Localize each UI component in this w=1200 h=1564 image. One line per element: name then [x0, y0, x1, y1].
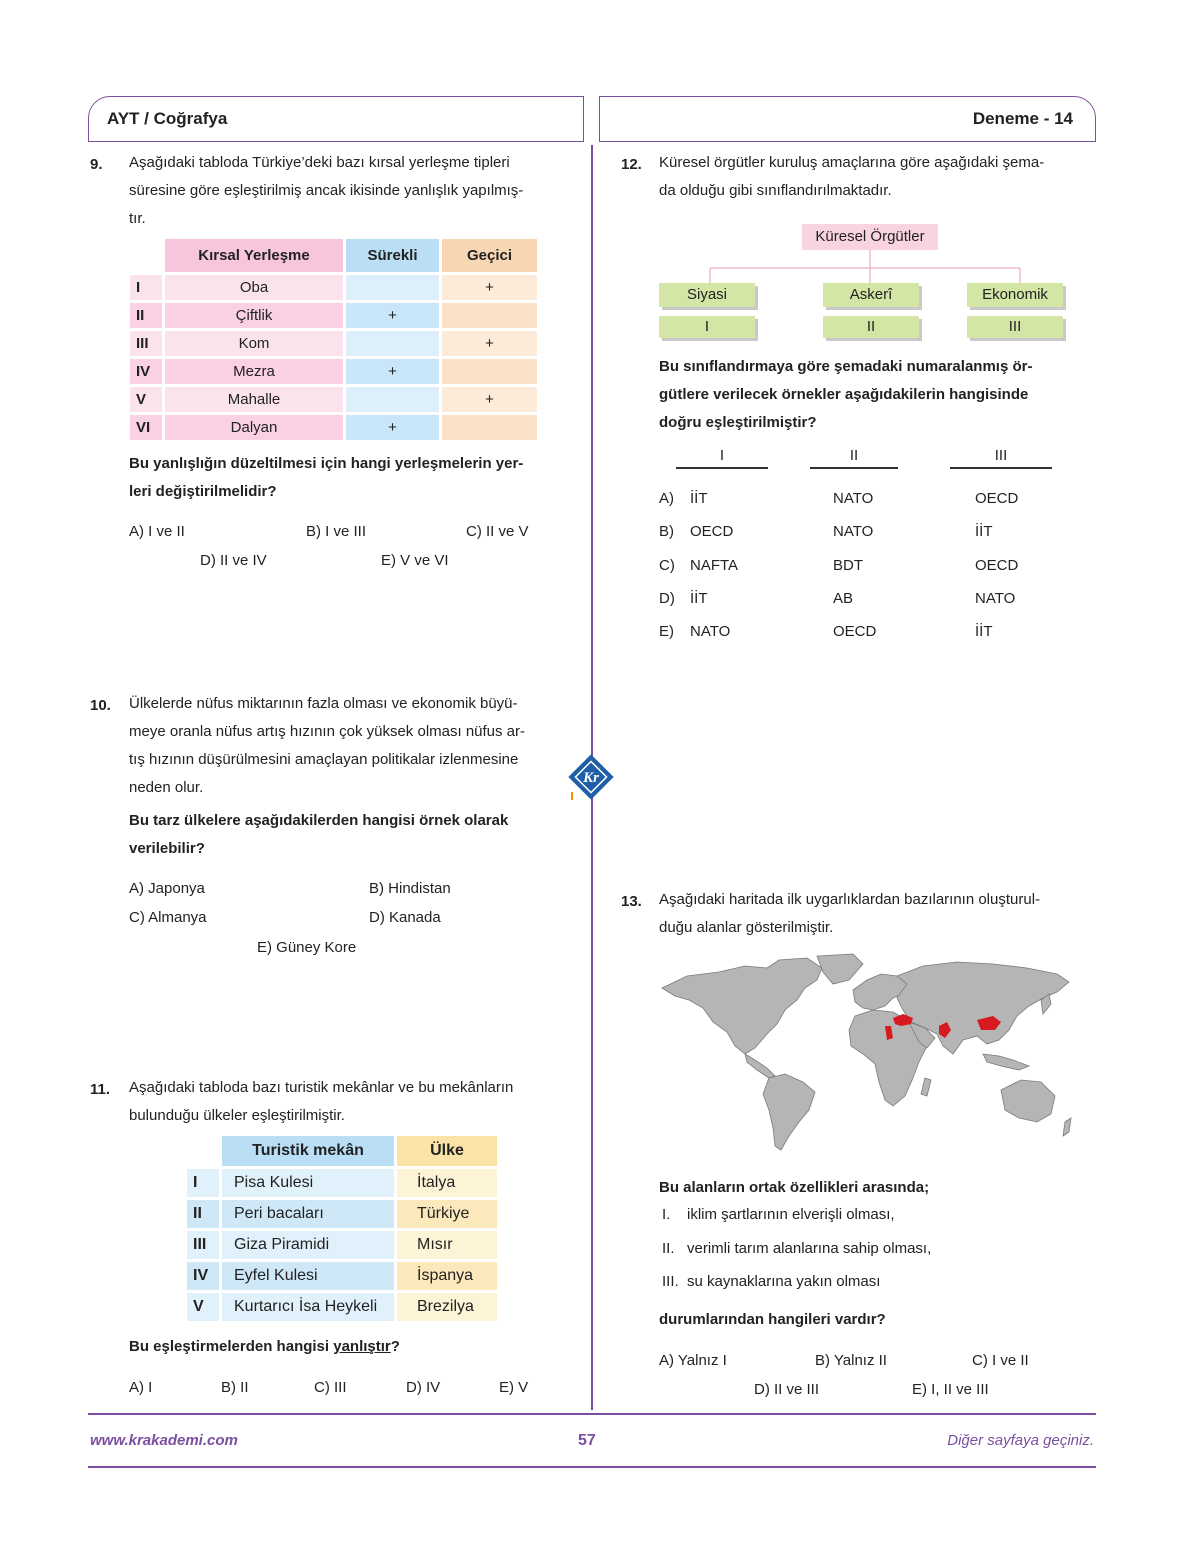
north-america-landmass	[662, 958, 822, 1054]
q9-option-c[interactable]: C) II ve V	[466, 523, 529, 540]
row-numeral: III	[187, 1231, 219, 1259]
q13-item-ii	[662, 1240, 932, 1257]
row-numeral: II	[187, 1200, 219, 1228]
item-text: iklim şartlarının elverişli olması,	[687, 1206, 895, 1223]
table-row	[130, 275, 537, 300]
q12-question-line: gütlere verilecek örnekler aşağıdakilerin hangisinde	[659, 386, 1029, 403]
settlement-name: Dalyan	[165, 415, 343, 440]
q9-col-header: Geçici	[442, 239, 537, 272]
table-row	[130, 415, 537, 440]
option-col-i: NATO	[690, 623, 731, 640]
q12-col-rule	[810, 467, 898, 469]
q12-col-rule	[950, 467, 1052, 469]
q10-option-b[interactable]: B) Hindistan	[369, 880, 451, 897]
australia-landmass	[1001, 1080, 1055, 1122]
q11-option-a[interactable]: A) I	[129, 1379, 153, 1396]
country: Brezilya	[397, 1293, 497, 1321]
row-numeral: I	[130, 275, 162, 300]
q11-stem-line: Aşağıdaki tabloda bazı turistik mekânlar ve bu mekânların	[129, 1079, 514, 1096]
q13-stem	[659, 886, 1095, 942]
q10-option-e[interactable]: E) Güney Kore	[257, 939, 357, 956]
q11-option-e[interactable]: E) V	[499, 1379, 529, 1396]
q10-option-c[interactable]: C) Almanya	[129, 909, 207, 926]
footer-website-link[interactable]: www.krakademi.com	[90, 1432, 238, 1449]
permanent-mark: +	[346, 415, 439, 440]
q13-number: 13.	[621, 893, 642, 910]
q11-col-header: Turistik mekân	[222, 1136, 394, 1166]
option-col-iii: OECD	[975, 490, 1019, 507]
option-letter: E)	[659, 623, 674, 640]
settlement-name: Mezra	[165, 359, 343, 384]
world-map	[657, 950, 1077, 1155]
permanent-mark	[346, 387, 439, 412]
option-col-ii: OECD	[833, 623, 877, 640]
q10-stem-line: Ülkelerde nüfus miktarının fazla olması ve ekonomik büyü-	[129, 695, 518, 712]
country: Mısır	[397, 1231, 497, 1259]
row-numeral: I	[187, 1169, 219, 1197]
table-row	[187, 1231, 497, 1259]
q12-question	[659, 353, 1095, 437]
tourist-place: Eyfel Kulesi	[222, 1262, 394, 1290]
q12-col-rule	[676, 467, 768, 469]
row-numeral: VI	[130, 415, 162, 440]
q12-stem	[659, 149, 1095, 205]
footer-top-rule	[88, 1413, 1096, 1415]
q9-option-b[interactable]: B) I ve III	[306, 523, 367, 540]
q12-col-header-i: I	[719, 447, 725, 464]
tourist-place: Pisa Kulesi	[222, 1169, 394, 1197]
q11-option-b[interactable]: B) II	[221, 1379, 249, 1396]
table-row	[130, 359, 537, 384]
q10-stem-line: tış hızının düşürülmesini amaçlayan politikalar izlenmesine	[129, 751, 519, 768]
diagram-branch-askeri: Askerî	[823, 283, 919, 307]
option-letter: B)	[659, 523, 674, 540]
q12-question-line: Bu sınıflandırmaya göre şemadaki numaralanmış ör-	[659, 358, 1033, 375]
option-col-iii: İİT	[975, 623, 993, 640]
q10-stem-line: neden olur.	[129, 779, 204, 796]
diagram-num-i: I	[659, 316, 755, 338]
table-row	[130, 331, 537, 356]
table-row	[187, 1262, 497, 1290]
row-numeral: IV	[130, 359, 162, 384]
q10-question	[129, 807, 565, 863]
table-row	[130, 303, 537, 328]
temporary-mark: +	[442, 387, 537, 412]
greenland-landmass	[817, 954, 863, 984]
q11-question-text: Bu eşleştirmelerden hangisi	[129, 1338, 334, 1355]
country: İtalya	[397, 1169, 497, 1197]
q10-number: 10.	[90, 697, 111, 714]
option-col-iii: İİT	[975, 523, 993, 540]
q13-option-e[interactable]: E) I, II ve III	[912, 1381, 989, 1398]
q9-col-header: Sürekli	[346, 239, 439, 272]
footer-bottom-rule	[88, 1466, 1096, 1468]
country: İspanya	[397, 1262, 497, 1290]
option-col-ii: BDT	[833, 557, 863, 574]
publisher-logo	[566, 752, 616, 802]
option-col-i: OECD	[690, 523, 734, 540]
page-number: 57	[578, 1432, 596, 1449]
q9-option-a[interactable]: A) I ve II	[129, 523, 185, 540]
logo-text: Kr	[583, 770, 599, 786]
europe-landmass	[853, 974, 907, 1010]
table-row	[187, 1200, 497, 1228]
q11-question-emphasis: yanlıştır	[333, 1338, 391, 1355]
settlement-name: Kom	[165, 331, 343, 356]
q10-option-a[interactable]: A) Japonya	[129, 880, 205, 897]
permanent-mark	[346, 275, 439, 300]
option-col-i: İİT	[690, 590, 708, 607]
indonesia-landmass	[983, 1054, 1029, 1070]
diagram-branch-ekonomik: Ekonomik	[967, 283, 1063, 307]
table-row	[130, 387, 537, 412]
permanent-mark: +	[346, 359, 439, 384]
option-col-iii: OECD	[975, 557, 1019, 574]
next-page-note: Diğer sayfaya geçiniz.	[947, 1432, 1094, 1449]
q11-stem	[129, 1074, 565, 1130]
q12-number: 12.	[621, 156, 642, 173]
q10-stem-line: meye oranla nüfus artış hızının çok yüksek olması nüfus ar-	[129, 723, 526, 740]
item-numeral: II.	[662, 1240, 675, 1257]
tourist-place: Peri bacaları	[222, 1200, 394, 1228]
diagram-num-ii: II	[823, 316, 919, 338]
tourist-place: Giza Piramidi	[222, 1231, 394, 1259]
header-left-box	[88, 96, 584, 142]
q9-stem	[129, 149, 565, 233]
tourist-place: Kurtarıcı İsa Heykeli	[222, 1293, 394, 1321]
item-numeral: III.	[662, 1273, 679, 1290]
option-col-ii: NATO	[833, 490, 874, 507]
permanent-mark: +	[346, 303, 439, 328]
q13-option-b[interactable]: B) Yalnız II	[815, 1352, 887, 1369]
q9-question-line: leri değiştirilmelidir?	[129, 483, 277, 500]
diagram-branch-siyasi: Siyasi	[659, 283, 755, 307]
q9-stem-line: süresine göre eşleştirilmiş ancak ikisinde yanlışlık yapılmış-	[129, 182, 524, 199]
settlement-name: Oba	[165, 275, 343, 300]
exam-subject: AYT / Coğrafya	[107, 109, 228, 128]
q9-question-line: Bu yanlışlığın düzeltilmesi için hangi yerleşmelerin yer-	[129, 455, 524, 472]
q9-table	[127, 236, 540, 443]
q11-table	[184, 1133, 500, 1324]
q11-option-c[interactable]: C) III	[314, 1379, 347, 1396]
madagascar-landmass	[921, 1078, 931, 1096]
q11-stem-line: bulunduğu ülkeler eşleştirilmiştir.	[129, 1107, 345, 1124]
table-row	[187, 1169, 497, 1197]
temporary-mark	[442, 359, 537, 384]
q11-question-mark: ?	[390, 1338, 400, 1355]
q12-col-header-iii: III	[994, 447, 1008, 464]
q12-stem-line: Küresel örgütler kuruluş amaçlarına göre aşağıdaki şema-	[659, 154, 1045, 171]
row-numeral: II	[130, 303, 162, 328]
south-america-landmass	[763, 1074, 815, 1150]
item-numeral: I.	[662, 1206, 671, 1223]
q12-stem-line: da olduğu gibi sınıflandırılmaktadır.	[659, 182, 892, 199]
option-col-ii: AB	[833, 590, 854, 607]
new-zealand-landmass	[1063, 1118, 1071, 1136]
q9-col-header: Kırsal Yerleşme	[165, 239, 343, 272]
row-numeral: V	[130, 387, 162, 412]
temporary-mark: +	[442, 331, 537, 356]
item-text: su kaynaklarına yakın olması	[687, 1273, 881, 1290]
option-col-i: İİT	[690, 490, 708, 507]
q9-stem-line: tır.	[129, 210, 146, 227]
row-numeral: IV	[187, 1262, 219, 1290]
q10-question-line: verilebilir?	[129, 840, 205, 857]
q12-col-header-ii: II	[849, 447, 859, 464]
q10-option-d[interactable]: D) Kanada	[369, 909, 441, 926]
exam-title: Deneme - 14	[972, 109, 1073, 128]
diagram-root: Küresel Örgütler	[802, 224, 938, 250]
settlement-name: Mahalle	[165, 387, 343, 412]
option-letter: D)	[659, 590, 675, 607]
q11-option-d[interactable]: D) IV	[406, 1379, 441, 1396]
q13-stem-line: duğu alanlar gösterilmiştir.	[659, 919, 834, 936]
q10-stem	[129, 690, 565, 802]
q13-option-a[interactable]: A) Yalnız I	[659, 1352, 727, 1369]
permanent-mark	[346, 331, 439, 356]
option-letter: C)	[659, 557, 675, 574]
q12-question-line: doğru eşleştirilmiştir?	[659, 414, 817, 431]
item-text: verimli tarım alanlarına sahip olması,	[687, 1240, 932, 1257]
q9-question	[129, 450, 565, 506]
q13-lead: Bu alanların ortak özellikleri arasında;	[659, 1179, 930, 1196]
option-col-iii: NATO	[975, 590, 1016, 607]
q10-question-line: Bu tarz ülkelere aşağıdakilerden hangisi örnek olarak	[129, 812, 509, 829]
q13-item-i	[662, 1206, 895, 1223]
header-right-box	[599, 96, 1096, 142]
q9-number: 9.	[90, 156, 103, 173]
q11-number: 11.	[90, 1081, 111, 1098]
temporary-mark	[442, 303, 537, 328]
temporary-mark	[442, 415, 537, 440]
q11-col-header: Ülke	[397, 1136, 497, 1166]
q13-item-iii	[662, 1273, 881, 1290]
q13-question: durumlarından hangileri vardır?	[659, 1311, 886, 1328]
central-america-landmass	[745, 1054, 775, 1078]
table-row	[187, 1293, 497, 1321]
q13-stem-line: Aşağıdaki haritada ilk uygarlıklardan bazılarının oluşturul-	[659, 891, 1041, 908]
diagram-num-iii: III	[967, 316, 1063, 338]
q13-option-c[interactable]: C) I ve II	[972, 1352, 1029, 1369]
q9-option-e[interactable]: E) V ve VI	[381, 552, 449, 569]
option-col-ii: NATO	[833, 523, 874, 540]
country: Türkiye	[397, 1200, 497, 1228]
option-letter: A)	[659, 490, 674, 507]
row-numeral: III	[130, 331, 162, 356]
q11-question	[129, 1333, 565, 1361]
temporary-mark: +	[442, 275, 537, 300]
q13-option-d[interactable]: D) II ve III	[754, 1381, 820, 1398]
option-col-i: NAFTA	[690, 557, 739, 574]
q9-stem-line: Aşağıdaki tabloda Türkiye’deki bazı kırsal yerleşme tipleri	[129, 154, 510, 171]
row-numeral: V	[187, 1293, 219, 1321]
q9-option-d[interactable]: D) II ve IV	[200, 552, 267, 569]
settlement-name: Çiftlik	[165, 303, 343, 328]
